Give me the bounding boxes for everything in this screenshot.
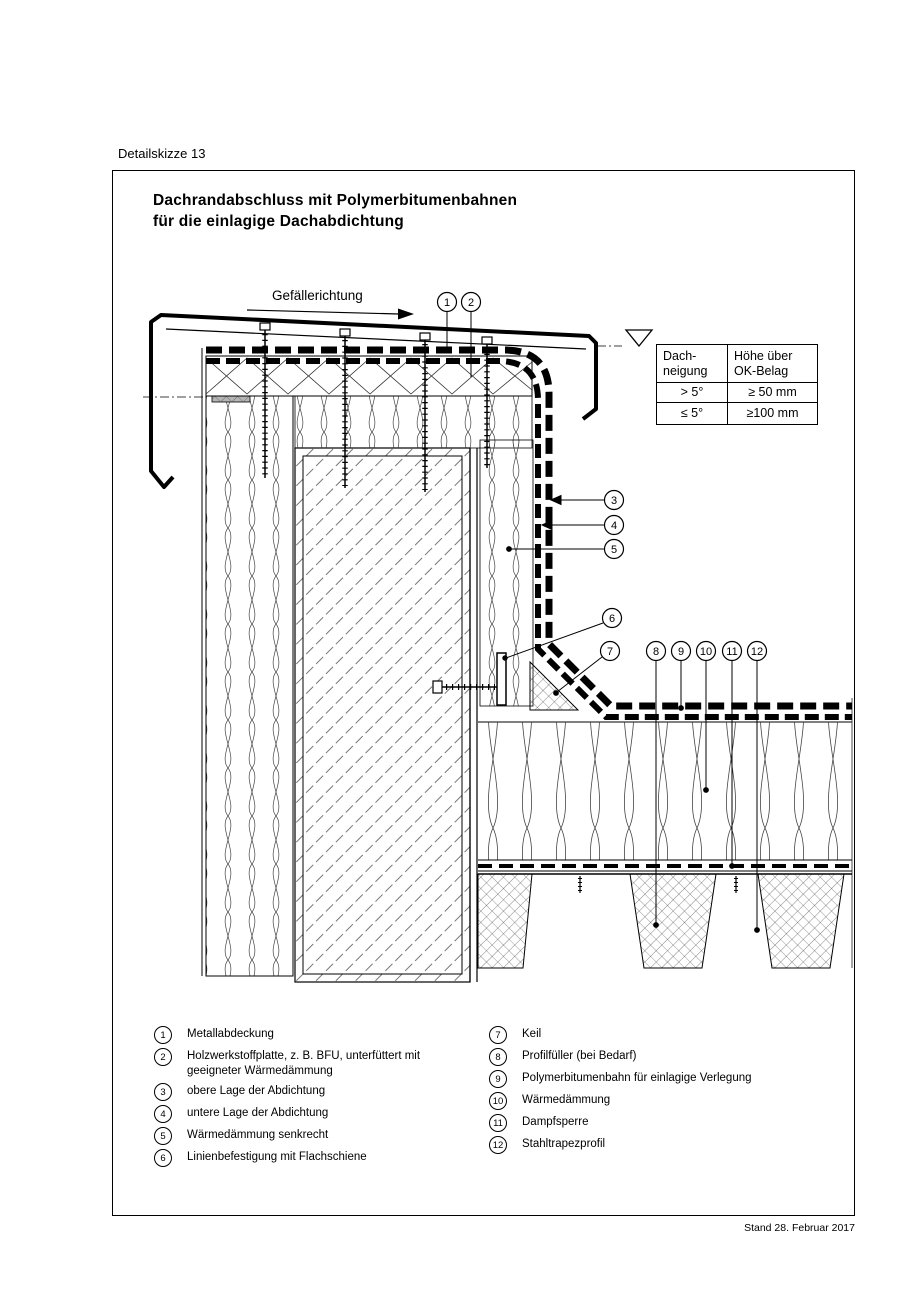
callout-2 <box>462 293 481 312</box>
svg-text:2: 2 <box>467 297 475 309</box>
profile-filler-block <box>630 874 716 968</box>
svg-text:12: 12 <box>750 646 764 658</box>
legend-label: Profilfüller (bei Bedarf) <box>522 1050 637 1062</box>
legend-item <box>489 1092 829 1110</box>
legend-label: untere Lage der Abdichtung <box>187 1107 329 1119</box>
slope-label: Gefällerichtung <box>272 288 363 303</box>
svg-text:6: 6 <box>608 613 616 625</box>
roof-buildup <box>478 698 852 968</box>
svg-text:11: 11 <box>726 646 738 658</box>
legend-item <box>154 1048 484 1079</box>
callout-12 <box>748 642 767 661</box>
svg-text:8: 8 <box>652 646 660 658</box>
legend-number-badge: 1 <box>154 1026 172 1044</box>
wall-body <box>295 448 477 982</box>
legend-label: Wärmedämmung <box>522 1094 611 1106</box>
legend-right-column <box>489 1026 829 1158</box>
table-cell: ≥100 mm <box>746 406 799 420</box>
legend-item <box>489 1048 829 1066</box>
callout-8 <box>647 642 666 661</box>
svg-text:5: 5 <box>610 544 618 556</box>
callout-5 <box>605 540 624 559</box>
svg-text:9: 9 <box>677 646 685 658</box>
legend-label: obere Lage der Abdichtung <box>187 1085 326 1097</box>
table-cell: > 5° <box>657 383 728 403</box>
table-cell: ≥ 50 mm <box>728 383 817 403</box>
arrowhead-icon <box>398 309 414 320</box>
legend-item <box>489 1026 829 1044</box>
svg-text:4: 4 <box>610 520 618 532</box>
legend-item <box>489 1070 829 1088</box>
legend-label: Keil <box>522 1028 542 1040</box>
legend-number-badge: 9 <box>489 1070 507 1088</box>
callout-11 <box>723 642 742 661</box>
legend-number-badge: 4 <box>154 1105 172 1123</box>
profile-filler-block <box>758 874 844 968</box>
legend-number-badge: 11 <box>489 1114 507 1132</box>
legend-number-badge: 10 <box>489 1092 507 1110</box>
legend-label: Metallabdeckung <box>187 1028 274 1040</box>
legend-item <box>489 1114 829 1132</box>
callout-3 <box>605 491 624 510</box>
slope-height-table <box>656 344 818 425</box>
table-header-hoehe: Höhe über OK-Belag <box>728 345 817 383</box>
legend-label: Linienbefestigung mit Flachschiene <box>187 1151 367 1163</box>
profile-filler-block <box>478 874 532 968</box>
legend-number-badge: 2 <box>154 1048 172 1066</box>
legend-left-column <box>154 1026 484 1171</box>
level-marker-icon <box>626 330 652 346</box>
svg-text:1: 1 <box>443 297 451 309</box>
legend-number-badge: 5 <box>154 1127 172 1145</box>
table-cell: ≤ 5° <box>657 403 728 424</box>
revision-date: Stand 28. Februar 2017 <box>744 1222 855 1234</box>
callout-7 <box>601 642 620 661</box>
callout-9 <box>672 642 691 661</box>
legend-label: Dampfsperre <box>522 1116 589 1128</box>
svg-text:10: 10 <box>699 646 713 658</box>
legend-item <box>154 1149 484 1167</box>
legend-item <box>154 1083 484 1101</box>
callout-4 <box>605 516 624 535</box>
callout-1 <box>438 293 457 312</box>
title-line-2: für die einlagige Dachabdichtung <box>153 213 404 230</box>
legend-item <box>154 1026 484 1044</box>
document-label: Detailskizze 13 <box>118 146 206 161</box>
parapet-wall-insulation <box>143 348 293 976</box>
svg-text:7: 7 <box>606 646 614 658</box>
table-header-neigung: Dach- neigung <box>657 345 728 383</box>
legend-item <box>154 1127 484 1145</box>
title-line-1: Dachrandabschluss mit Polymerbitumenbahnen <box>153 192 518 209</box>
legend-number-badge: 12 <box>489 1136 507 1154</box>
legend-label: Stahltrapezprofil <box>522 1138 606 1150</box>
legend-label: Holzwerkstoffplatte, z. B. BFU, unterfüttert mit geeigneter Wärmedämmung <box>187 1050 421 1077</box>
svg-text:3: 3 <box>610 495 618 507</box>
legend-item <box>489 1136 829 1154</box>
legend-number-badge: 3 <box>154 1083 172 1101</box>
callout-10 <box>697 642 716 661</box>
legend-label: Wärmedämmung senkrecht <box>187 1129 329 1141</box>
legend-number-badge: 8 <box>489 1048 507 1066</box>
slope-direction <box>247 288 414 320</box>
legend-number-badge: 6 <box>154 1149 172 1167</box>
legend-item <box>154 1105 484 1123</box>
legend-number-badge: 7 <box>489 1026 507 1044</box>
callout-6 <box>603 609 622 628</box>
legend-label: Polymerbitumenbahn für einlagige Verlegung <box>522 1072 752 1084</box>
